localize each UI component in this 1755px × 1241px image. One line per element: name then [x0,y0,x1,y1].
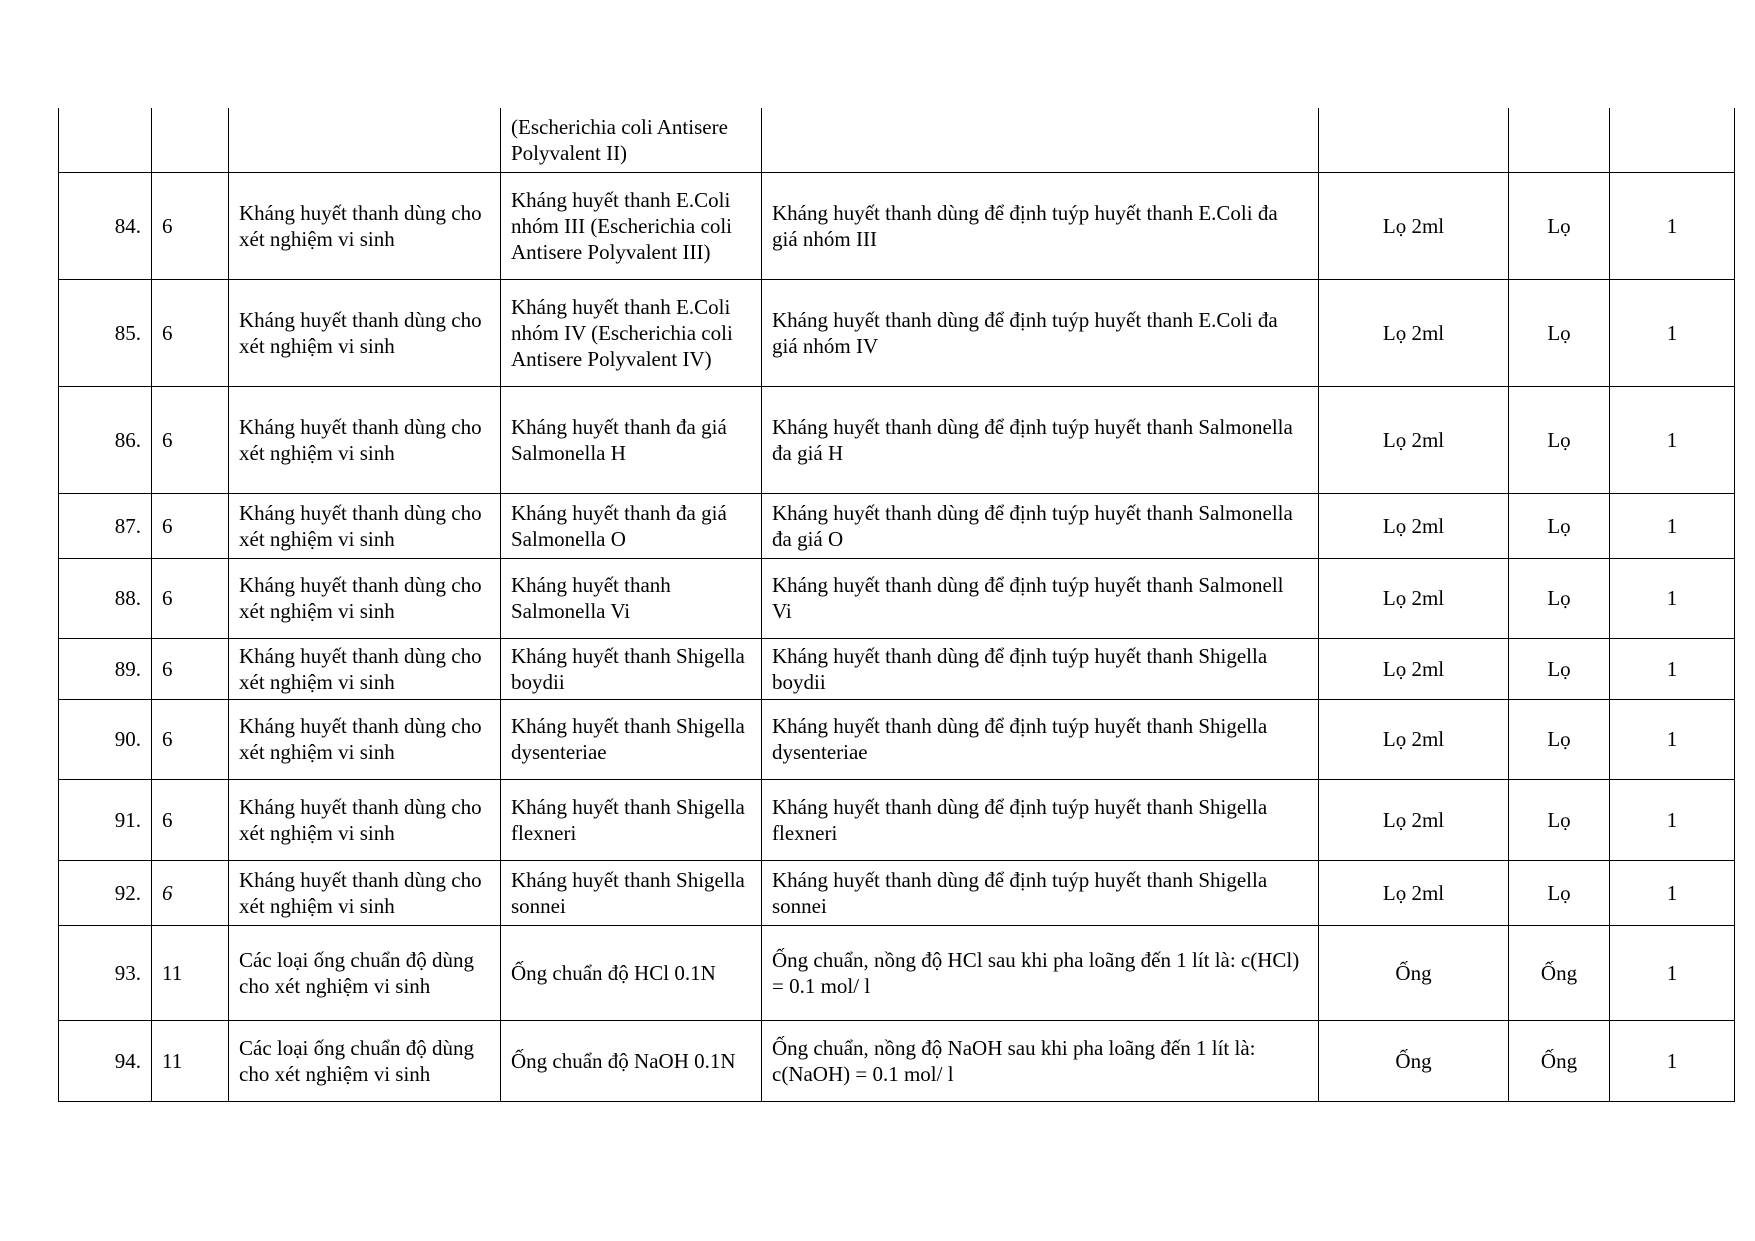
group-code: 6 [152,779,229,860]
group-code: 6 [152,638,229,699]
category-cell: Kháng huyết thanh dùng cho xét nghiệm vi sinh [229,493,501,558]
category-cell: Kháng huyết thanh dùng cho xét nghiệm vi sinh [229,386,501,493]
specification-cell: Ống chuẩn, nồng độ NaOH sau khi pha loãng đến 1 lít là: c(NaOH) = 0.1 mol/ l [762,1020,1319,1101]
unit-cell: Lọ [1509,279,1610,386]
table-row [59,108,1735,172]
product-name-cell: Kháng huyết thanh E.Coli nhóm IV (Escherichia coli Antisere Polyvalent IV) [501,279,762,386]
group-code: 11 [152,925,229,1020]
group-code: 6 [152,386,229,493]
items-table [58,108,1735,1102]
group-code: 6 [152,558,229,638]
category-cell: Kháng huyết thanh dùng cho xét nghiệm vi sinh [229,279,501,386]
quantity-cell: 1 [1610,493,1735,558]
quantity-cell: 1 [1610,386,1735,493]
table-row [59,493,1735,558]
quantity-cell: 1 [1610,860,1735,925]
row-number: 93. [59,925,152,1020]
unit-cell: Ống [1509,1020,1610,1101]
group-code [152,108,229,172]
row-number: 91. [59,779,152,860]
specification-cell [762,108,1319,172]
specification-cell: Kháng huyết thanh dùng để định tuýp huyết thanh E.Coli đa giá nhóm IV [762,279,1319,386]
quantity-cell [1610,108,1735,172]
packaging-cell: Lọ 2ml [1319,386,1509,493]
packaging-cell: Ống [1319,1020,1509,1101]
table-row [59,1020,1735,1101]
packaging-cell: Lọ 2ml [1319,860,1509,925]
product-name-cell: Ống chuẩn độ HCl 0.1N [501,925,762,1020]
group-code: 6 [152,860,229,925]
unit-cell: Ống [1509,925,1610,1020]
product-name-cell: Kháng huyết thanh Salmonella Vi [501,558,762,638]
unit-cell: Lọ [1509,860,1610,925]
category-cell [229,108,501,172]
table-row [59,558,1735,638]
packaging-cell: Lọ 2ml [1319,493,1509,558]
specification-cell: Ống chuẩn, nồng độ HCl sau khi pha loãng đến 1 lít là: c(HCl) = 0.1 mol/ l [762,925,1319,1020]
quantity-cell: 1 [1610,558,1735,638]
table-row [59,925,1735,1020]
packaging-cell [1319,108,1509,172]
specification-cell: Kháng huyết thanh dùng để định tuýp huyết thanh Salmonella đa giá H [762,386,1319,493]
product-name-cell: Ống chuẩn độ NaOH 0.1N [501,1020,762,1101]
specification-cell: Kháng huyết thanh dùng để định tuýp huyết thanh Shigella boydii [762,638,1319,699]
group-code: 6 [152,172,229,279]
unit-cell: Lọ [1509,558,1610,638]
packaging-cell: Lọ 2ml [1319,638,1509,699]
packaging-cell: Lọ 2ml [1319,172,1509,279]
quantity-cell: 1 [1610,279,1735,386]
specification-cell: Kháng huyết thanh dùng để định tuýp huyết thanh Shigella sonnei [762,860,1319,925]
row-number: 85. [59,279,152,386]
unit-cell: Lọ [1509,638,1610,699]
category-cell: Kháng huyết thanh dùng cho xét nghiệm vi sinh [229,638,501,699]
specification-cell: Kháng huyết thanh dùng để định tuýp huyết thanh Salmonella đa giá O [762,493,1319,558]
category-cell: Các loại ống chuẩn độ dùng cho xét nghiệm vi sinh [229,1020,501,1101]
table-row [59,279,1735,386]
row-number: 92. [59,860,152,925]
packaging-cell: Lọ 2ml [1319,558,1509,638]
row-number: 94. [59,1020,152,1101]
packaging-cell: Lọ 2ml [1319,779,1509,860]
unit-cell: Lọ [1509,386,1610,493]
unit-cell: Lọ [1509,699,1610,779]
product-name-cell: Kháng huyết thanh Shigella sonnei [501,860,762,925]
row-number: 84. [59,172,152,279]
quantity-cell: 1 [1610,172,1735,279]
product-name-cell: (Escherichia coli Antisere Polyvalent II) [501,108,762,172]
table-row [59,386,1735,493]
group-code: 6 [152,699,229,779]
quantity-cell: 1 [1610,699,1735,779]
unit-cell [1509,108,1610,172]
packaging-cell: Lọ 2ml [1319,279,1509,386]
specification-cell: Kháng huyết thanh dùng để định tuýp huyết thanh Shigella flexneri [762,779,1319,860]
row-number: 89. [59,638,152,699]
category-cell: Kháng huyết thanh dùng cho xét nghiệm vi sinh [229,779,501,860]
quantity-cell: 1 [1610,1020,1735,1101]
unit-cell: Lọ [1509,779,1610,860]
row-number: 88. [59,558,152,638]
product-name-cell: Kháng huyết thanh đa giá Salmonella H [501,386,762,493]
product-name-cell: Kháng huyết thanh E.Coli nhóm III (Escherichia coli Antisere Polyvalent III) [501,172,762,279]
product-name-cell: Kháng huyết thanh Shigella dysenteriae [501,699,762,779]
table-row [59,172,1735,279]
category-cell: Kháng huyết thanh dùng cho xét nghiệm vi sinh [229,558,501,638]
row-number: 86. [59,386,152,493]
quantity-cell: 1 [1610,638,1735,699]
category-cell: Các loại ống chuẩn độ dùng cho xét nghiệm vi sinh [229,925,501,1020]
unit-cell: Lọ [1509,172,1610,279]
category-cell: Kháng huyết thanh dùng cho xét nghiệm vi sinh [229,172,501,279]
specification-cell: Kháng huyết thanh dùng để định tuýp huyết thanh Shigella dysenteriae [762,699,1319,779]
row-number: 87. [59,493,152,558]
quantity-cell: 1 [1610,779,1735,860]
table-row [59,699,1735,779]
unit-cell: Lọ [1509,493,1610,558]
table-row [59,638,1735,699]
packaging-cell: Lọ 2ml [1319,699,1509,779]
category-cell: Kháng huyết thanh dùng cho xét nghiệm vi sinh [229,860,501,925]
table-row [59,779,1735,860]
product-name-cell: Kháng huyết thanh Shigella boydii [501,638,762,699]
group-code: 6 [152,493,229,558]
category-cell: Kháng huyết thanh dùng cho xét nghiệm vi sinh [229,699,501,779]
row-number [59,108,152,172]
product-name-cell: Kháng huyết thanh đa giá Salmonella O [501,493,762,558]
group-code: 11 [152,1020,229,1101]
product-name-cell: Kháng huyết thanh Shigella flexneri [501,779,762,860]
table-row [59,860,1735,925]
group-code: 6 [152,279,229,386]
packaging-cell: Ống [1319,925,1509,1020]
specification-cell: Kháng huyết thanh dùng để định tuýp huyết thanh E.Coli đa giá nhóm III [762,172,1319,279]
quantity-cell: 1 [1610,925,1735,1020]
specification-cell: Kháng huyết thanh dùng để định tuýp huyết thanh Salmonell Vi [762,558,1319,638]
row-number: 90. [59,699,152,779]
